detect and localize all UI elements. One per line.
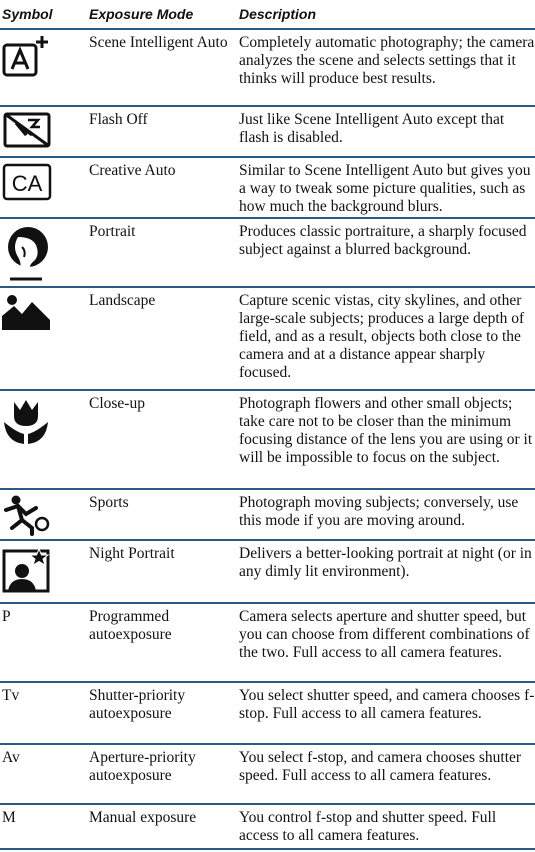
mode-symbol: M <box>2 809 16 826</box>
mode-description: Completely automatic photography; the camera analyzes the scene and selects settings that it thinks will produce best results. <box>239 34 535 87</box>
landscape-icon <box>2 292 52 332</box>
table-row <box>0 218 535 286</box>
mode-description: Photograph flowers and other small objects; take care not to be closer than the minimum focusing distance of the lens you are using or it will be impossible to focus on the subject. <box>239 395 533 466</box>
table-row <box>0 287 535 389</box>
mode-description: You select shutter speed, and camera chooses f-stop. Full access to all camera features. <box>239 687 535 722</box>
table-row <box>0 157 535 217</box>
header-symbol: Symbol <box>2 6 53 22</box>
mode-description: Produces classic portraiture, a sharply focused subject against a blurred background. <box>239 223 527 258</box>
svg-text:CA: CA <box>11 171 43 196</box>
night-portrait-icon <box>2 545 52 595</box>
mode-description: Just like Scene Intelligent Auto except that flash is disabled. <box>239 111 505 146</box>
mode-symbol: Av <box>2 749 20 766</box>
table-row <box>0 603 535 681</box>
table-row <box>0 540 535 602</box>
table-row <box>0 390 535 488</box>
mode-description: Camera selects aperture and shutter speed, but you can choose from different combinations of the two. Full access to all camera features. <box>239 608 530 661</box>
table-row <box>0 29 535 105</box>
table-row <box>0 489 535 539</box>
row-rule <box>0 848 535 850</box>
mode-symbol: Tv <box>2 687 20 704</box>
mode-name: Programmed autoexposure <box>89 608 172 643</box>
mode-name: Portrait <box>89 223 136 240</box>
mode-name: Flash Off <box>89 111 148 128</box>
mode-description: Similar to Scene Intelligent Auto but gives you a way to tweak some picture qualities, such as how much the background blurs. <box>239 162 531 215</box>
creative-auto-icon <box>2 162 52 202</box>
mode-description: You select f-stop, and camera chooses shutter speed. Full access to all camera features. <box>239 749 522 784</box>
table-row <box>0 106 535 156</box>
mode-name: Shutter-priority autoexposure <box>89 687 186 722</box>
portrait-icon <box>2 223 52 281</box>
header-exposure-mode: Exposure Mode <box>89 6 194 22</box>
mode-symbol: P <box>2 608 11 625</box>
mode-description: Delivers a better-looking portrait at night (or in any dimly lit environment). <box>239 545 532 580</box>
scene-intelligent-auto-icon <box>2 34 52 74</box>
mode-name: Aperture-priority autoexposure <box>89 749 196 784</box>
header-description: Description <box>239 6 317 22</box>
table-row <box>0 744 535 803</box>
table-row <box>0 682 535 743</box>
mode-name: Creative Auto <box>89 162 176 179</box>
table-header <box>0 0 535 29</box>
mode-description: You control f-stop and shutter speed. Full access to all camera features. <box>239 809 497 844</box>
close-up-icon <box>2 398 52 448</box>
table-row <box>0 804 535 848</box>
mode-name: Landscape <box>89 292 156 309</box>
mode-name: Close-up <box>89 395 145 412</box>
mode-name: Manual exposure <box>89 809 197 826</box>
sports-icon <box>2 494 52 534</box>
mode-name: Night Portrait <box>89 545 175 562</box>
flash-off-icon <box>2 111 52 151</box>
mode-name: Scene Intelligent Auto <box>89 34 228 51</box>
mode-name: Sports <box>89 494 129 511</box>
mode-description: Photograph moving subjects; conversely, use this mode if you are moving around. <box>239 494 519 529</box>
mode-description: Capture scenic vistas, city skylines, and other large-scale subjects; produces a large depth of field, and as a result, objects both close to the camera and at a distance appear sharply focused. <box>239 292 525 381</box>
